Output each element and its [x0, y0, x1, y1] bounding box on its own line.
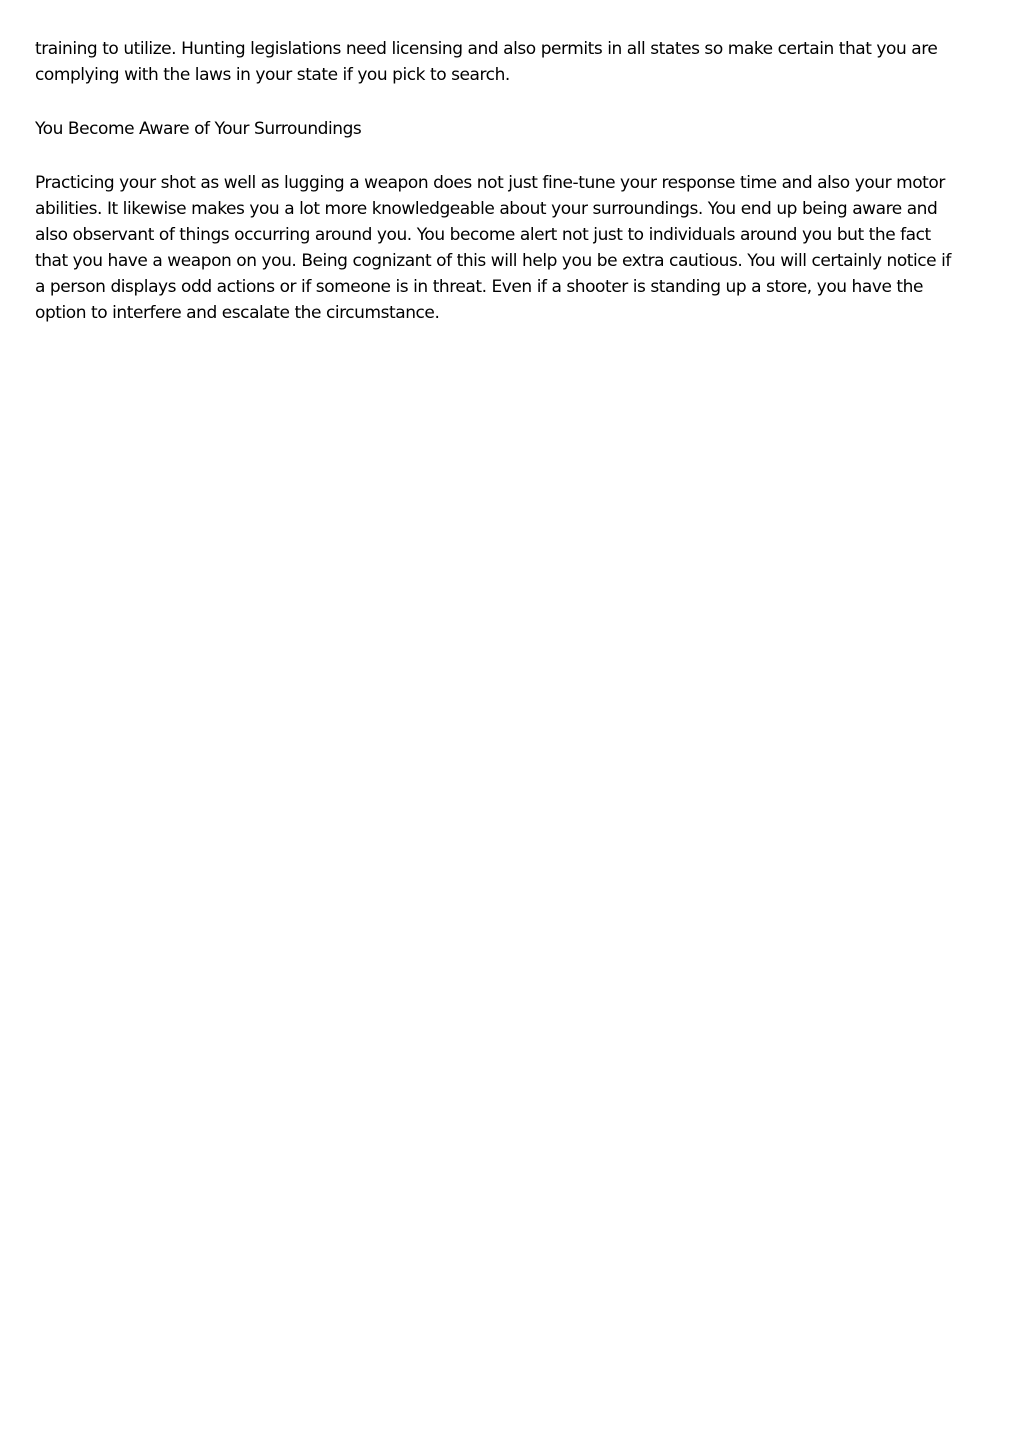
document-page	[35, 36, 990, 354]
body-paragraph: Practicing your shot as well as lugging a weapon does not just fine-tune your response time and also your motor abilities. It likewise makes you a lot more knowledgeable about your surroundings. You end up being aware and also observant of things occurring around you. You become alert not just to individuals around you but the fact that you have a weapon on you. Being cognizant of this will help you be extra cautious. You will certainly notice if a person displays odd actions or if someone is in threat. Even if a shooter is standing up a store, you have the option to interfere and escalate the circumstance.	[35, 173, 951, 323]
intro-paragraph: training to utilize. Hunting legislations need licensing and also permits in all states so make certain that you are complying with the laws in your state if you pick to search.	[35, 39, 938, 85]
section-heading: You Become Aware of Your Surroundings	[35, 119, 362, 139]
